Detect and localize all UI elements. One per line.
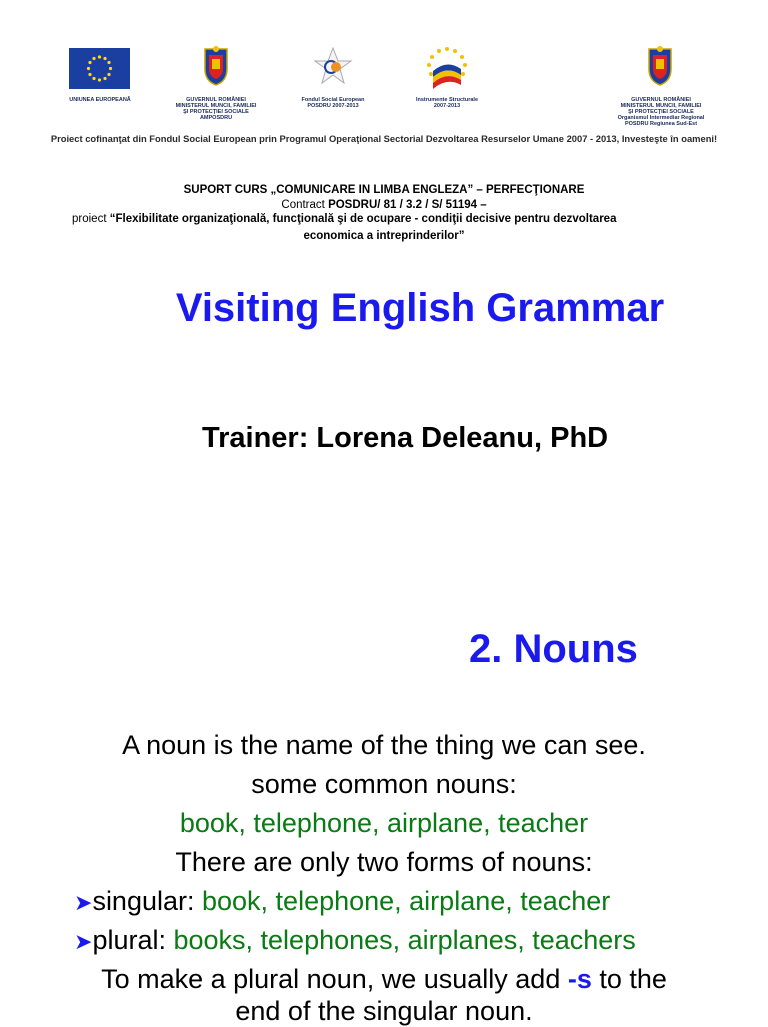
project-prefix: proiect bbox=[72, 213, 110, 225]
contract-prefix: Contract bbox=[281, 199, 329, 211]
romania-crest-right-icon bbox=[645, 45, 675, 87]
singular-examples: book, telephone, airplane, teacher bbox=[202, 886, 611, 916]
eu-stars-icon bbox=[69, 48, 130, 89]
contract-value: POSDRU/ 81 / 3.2 / S/ 51194 – bbox=[328, 199, 487, 211]
singular-label: singular: bbox=[92, 886, 202, 916]
instrumente-structurale-icon bbox=[425, 45, 469, 91]
plural-examples: books, telephones, airplanes, teachers bbox=[173, 925, 636, 955]
fse-caption: Fondul Social European POSDRU 2007-2013 bbox=[301, 97, 365, 109]
support-line: SUPORT CURS „COMUNICARE IN LIMBA ENGLEZA” – PERFECŢIONARE bbox=[183, 184, 585, 196]
crest-right-caption: GUVERNUL ROMÂNIEI MINISTERUL MUNCII, FAMILIEI ŞI PROTECŢIEI SOCIALE Organismul Intermediar Regional POSDRU Regiunea Sud-Est bbox=[617, 97, 705, 127]
rule-suffix: -s bbox=[567, 964, 592, 994]
definition-line: A noun is the name of the thing we can see. bbox=[122, 730, 646, 760]
eu-flag-logo bbox=[69, 48, 130, 89]
singular-bullet bbox=[74, 886, 610, 917]
plural-label: plural: bbox=[92, 925, 174, 955]
rule-part2: to the bbox=[591, 964, 667, 994]
forms-line: There are only two forms of nouns: bbox=[175, 847, 593, 877]
plural-rule-line bbox=[0, 964, 768, 995]
eu-caption: UNIUNEA EUROPEANĂ bbox=[69, 97, 131, 103]
examples-line: book, telephone, airplane, teacher bbox=[179, 808, 589, 838]
crest-left-caption: GUVERNUL ROMÂNIEI MINISTERUL MUNCII, FAMILIEI ŞI PROTECŢIEI SOCIALE AMPOSDRU bbox=[175, 97, 257, 121]
contract-line bbox=[0, 198, 768, 213]
fse-logo-icon bbox=[313, 46, 353, 88]
arrow-bullet-icon: ➤ bbox=[74, 890, 93, 915]
trainer-line: Trainer: Lorena Deleanu, PhD bbox=[202, 422, 609, 454]
document-title: Visiting English Grammar bbox=[175, 286, 665, 330]
rule-part1: To make a plural noun, we usually add bbox=[101, 964, 568, 994]
is-caption: Instrumente Structurale 2007-2013 bbox=[415, 97, 479, 109]
romania-crest-left-icon bbox=[201, 45, 231, 87]
plural-bullet bbox=[74, 925, 636, 956]
arrow-bullet-icon: ➤ bbox=[74, 929, 93, 954]
project-title-line2: economica a intreprinderilor” bbox=[303, 230, 465, 242]
plural-rule-line2: end of the singular noun. bbox=[235, 996, 533, 1026]
cofinance-note: Proiect cofinanţat din Fondul Social European prin Programul Operaţional Sectorial Dezvoltarea Resurselor Umane 2007 - 2013, Investeşte în oameni! bbox=[50, 133, 718, 144]
common-nouns-line: some common nouns: bbox=[251, 769, 517, 799]
section-heading: 2. Nouns bbox=[469, 627, 638, 671]
project-title-line1: “Flexibilitate organizaţională, funcţională şi de ocupare - condiţii decisive pentru dezvoltarea bbox=[109, 213, 617, 225]
project-line bbox=[72, 213, 616, 225]
